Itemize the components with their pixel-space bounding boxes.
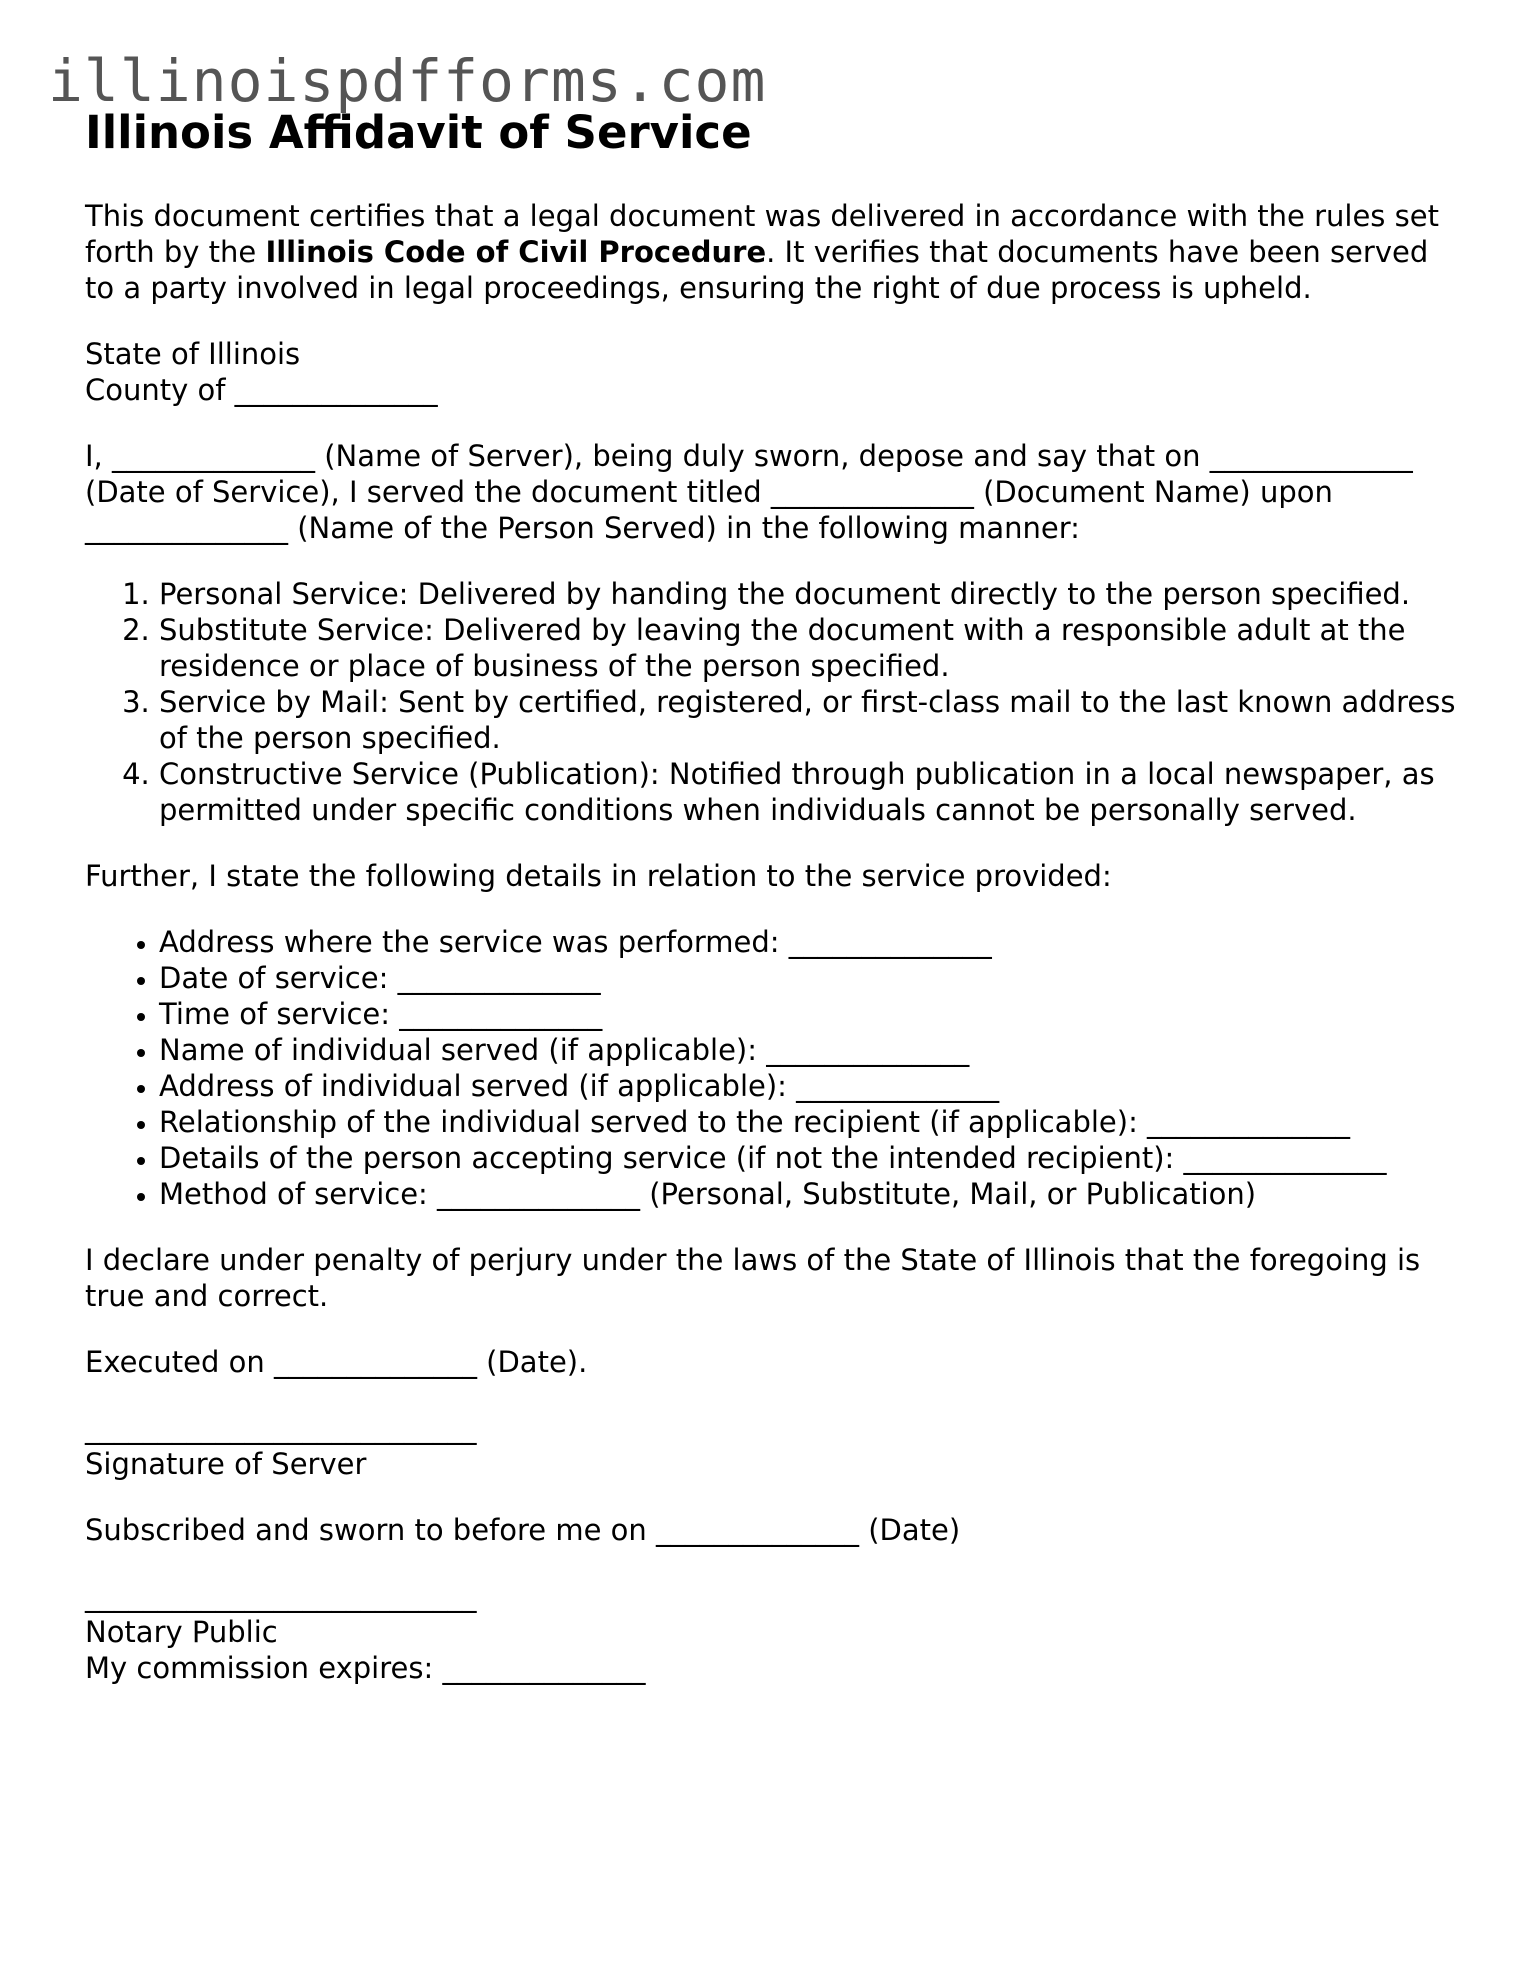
executed-date-line: Executed on ______________ (Date).	[85, 1345, 588, 1379]
server-statement: I, ______________ (Name of Server), being duly sworn, depose and say that on ______________ (Date of Service), I served the document titled ______________ (Document Name) upon ______________ (Name of the Person Served) in the following manner:	[85, 439, 1413, 545]
detail-item: • Relationship of the individual served to the recipient (if applicable): ______________	[159, 1104, 1465, 1140]
venue-block	[85, 336, 1465, 408]
service-methods-list	[85, 576, 1465, 828]
detail-item: • Time of service: ______________	[159, 996, 1465, 1032]
notary-signature-line: ___________________________	[85, 1579, 477, 1613]
detail-item: • Address where the service was performed: ______________	[159, 924, 1465, 960]
document-title: Illinois Affidavit of Service	[85, 106, 752, 159]
detail-item: • Address of individual served (if applicable): ______________	[159, 1068, 1465, 1104]
venue-county: County of ______________	[85, 373, 438, 407]
document-body	[85, 104, 1465, 1686]
intro-bold-code: Illinois Code of Civil Procedure	[265, 235, 767, 269]
details-intro: Further, I state the following details in relation to the service provided:	[85, 859, 1112, 893]
watermark: illinoispdfforms.com	[48, 47, 767, 115]
service-method-item: 1. Personal Service: Delivered by handing the document directly to the person specified.	[159, 576, 1465, 612]
detail-item: • Details of the person accepting service (if not the intended recipient): ______________	[159, 1140, 1465, 1176]
service-details-list	[85, 924, 1465, 1212]
notary-label: Notary Public	[85, 1615, 278, 1649]
subscribed-sworn-line: Subscribed and sworn to before me on ______________ (Date)	[85, 1513, 961, 1547]
detail-item: • Method of service: ______________ (Personal, Substitute, Mail, or Publication)	[159, 1176, 1465, 1212]
perjury-declaration: I declare under penalty of perjury under the laws of the State of Illinois that the foregoing is true and correct.	[85, 1243, 1421, 1313]
intro-text-1: This document certifies that a legal document was delivered in accordance with the rules set forth by the	[85, 199, 1439, 269]
intro-paragraph	[85, 198, 1465, 306]
commission-expires-line: My commission expires: ______________	[85, 1651, 646, 1685]
signature-line: ___________________________	[85, 1411, 477, 1445]
service-method-item: 4. Constructive Service (Publication): Notified through publication in a local newspaper, as permitted under specific conditions when individuals cannot be personally served.	[159, 756, 1465, 828]
detail-item: • Date of service: ______________	[159, 960, 1465, 996]
intro-text-2: . It verifies that documents have been served to a party involved in legal proceedings, ensuring the right of due process is upheld.	[85, 235, 1429, 305]
service-method-item: 2. Substitute Service: Delivered by leaving the document with a responsible adult at the residence or place of business of the person specified.	[159, 612, 1465, 684]
detail-item: • Name of individual served (if applicable): ______________	[159, 1032, 1465, 1068]
signature-label: Signature of Server	[85, 1447, 367, 1481]
venue-state: State of Illinois	[85, 337, 301, 371]
service-method-item: 3. Service by Mail: Sent by certified, registered, or first-class mail to the last known address of the person specified.	[159, 684, 1465, 756]
